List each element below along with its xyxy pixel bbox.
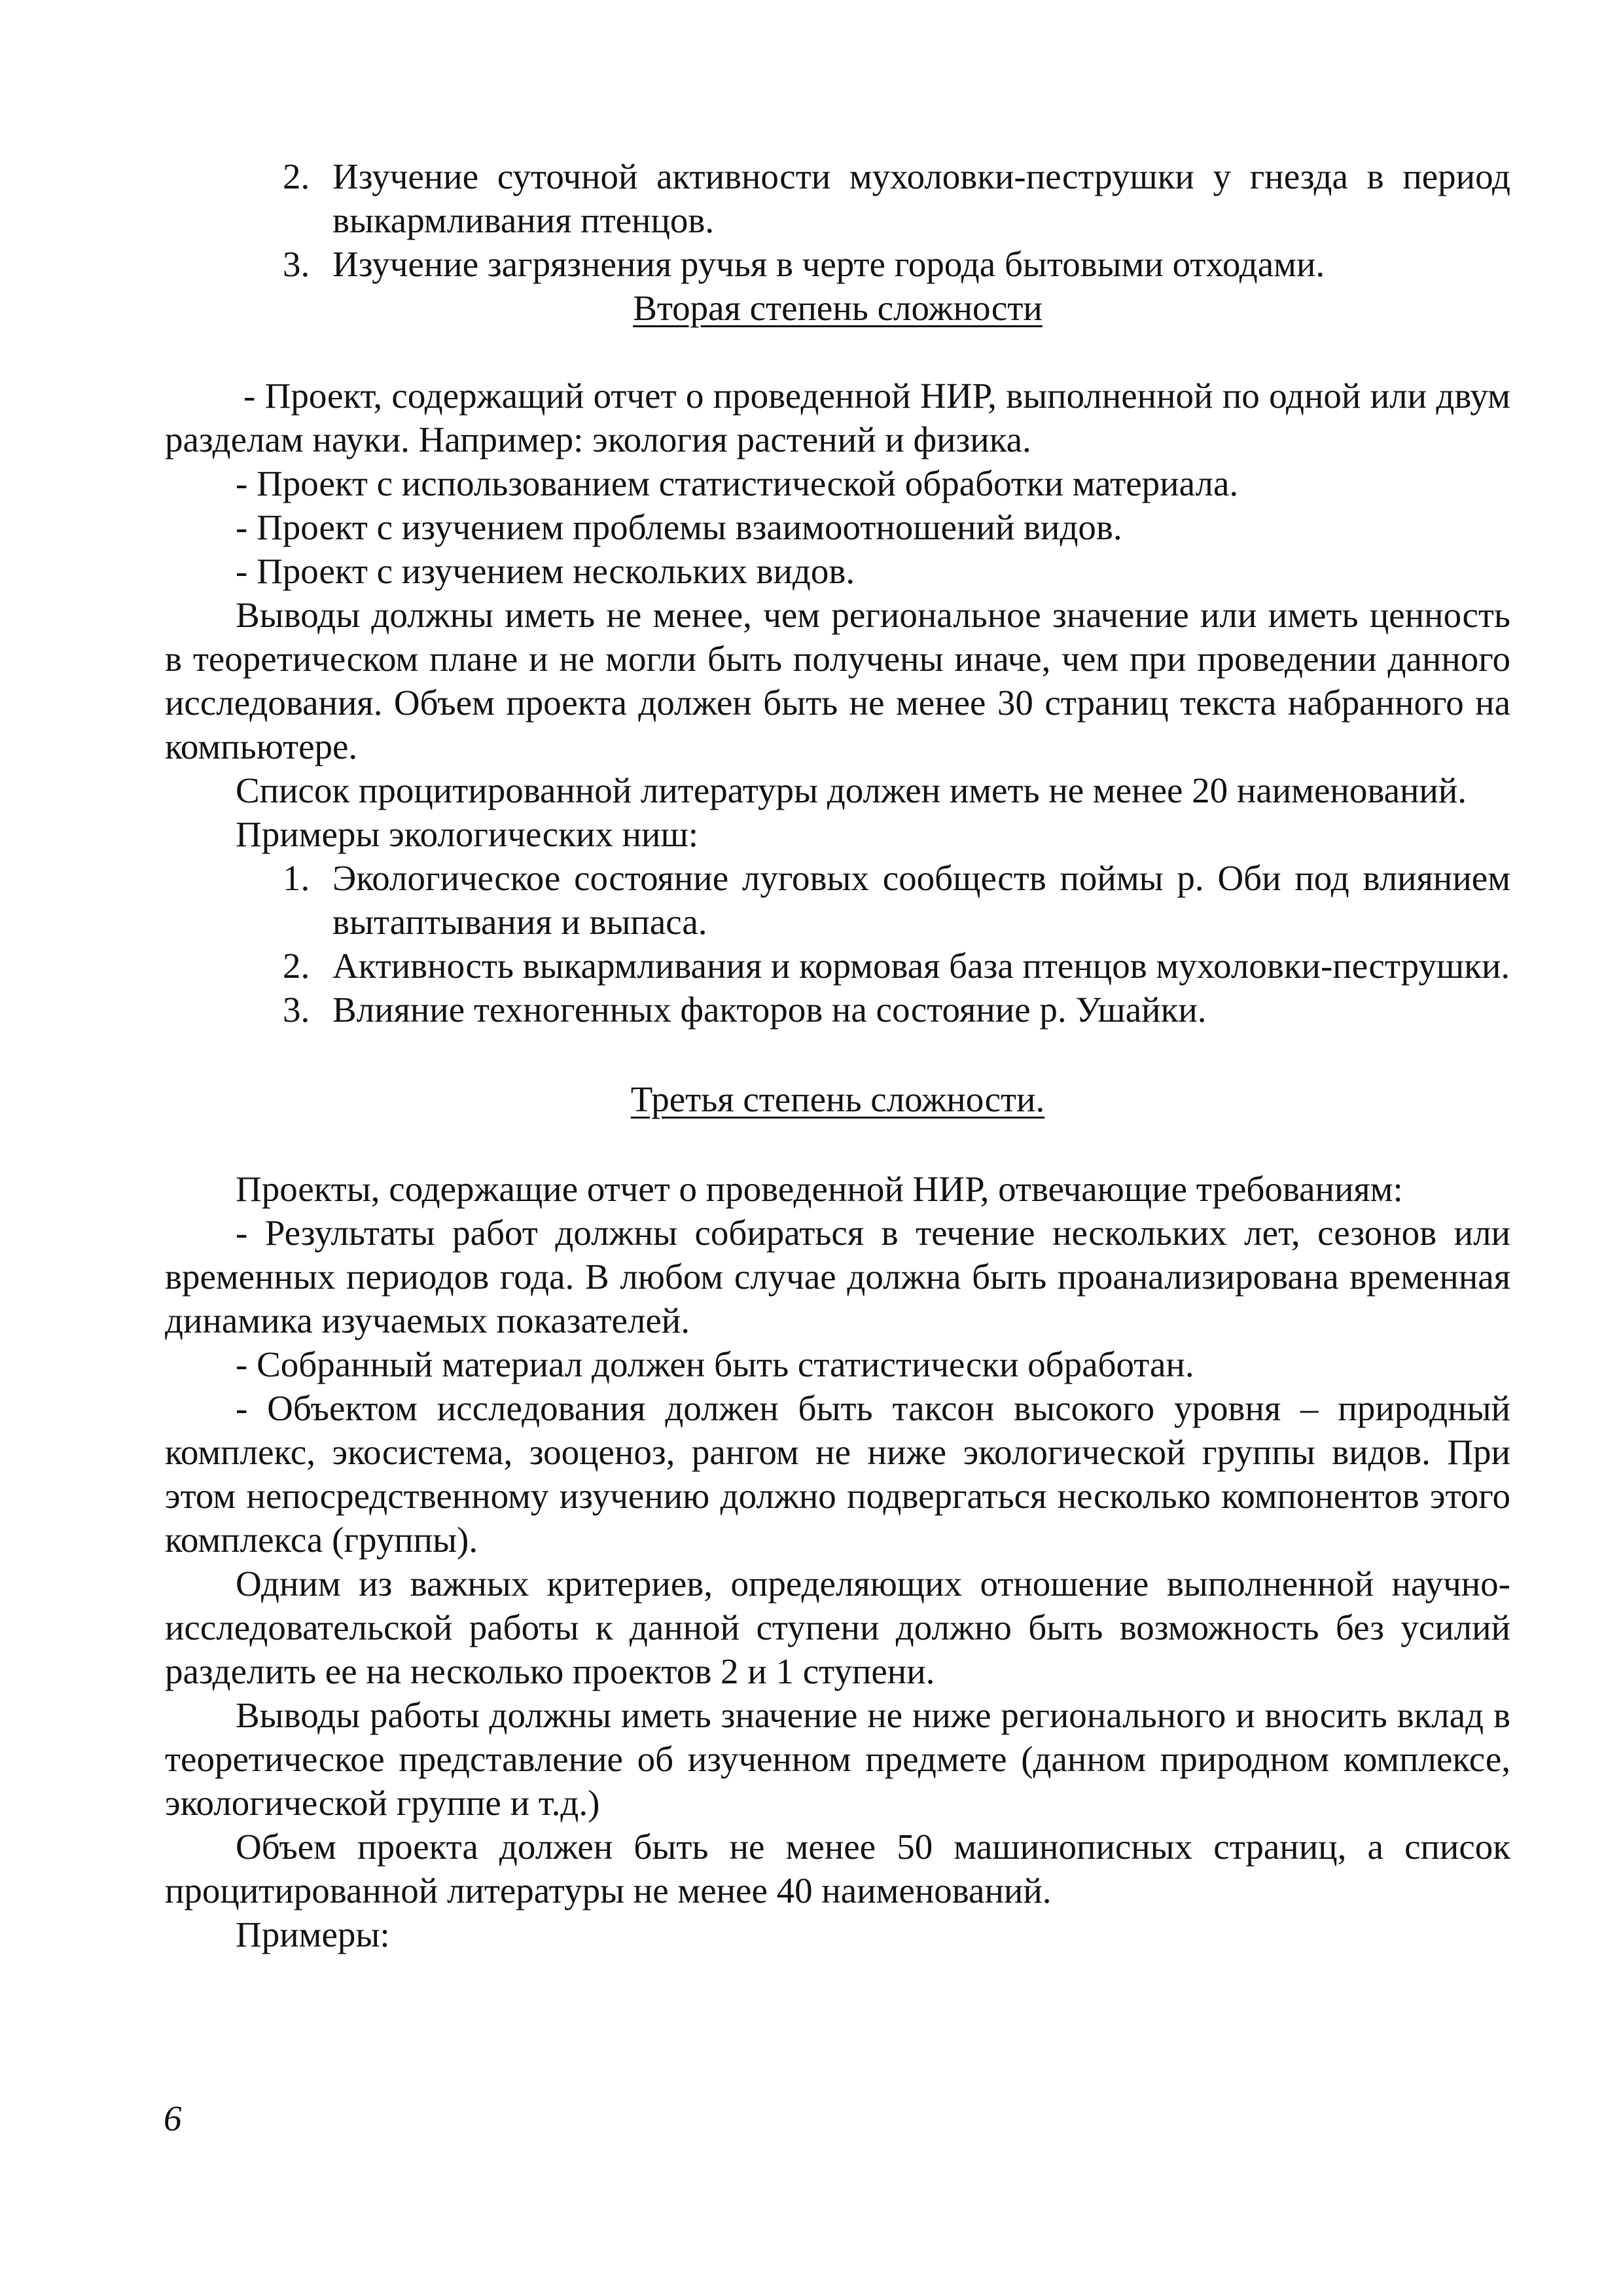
list-item — [165, 242, 1510, 286]
list-item — [165, 988, 1510, 1031]
paragraph: Выводы работы должны иметь значение не ниже регионального и вносить вклад в теоретическое представление об изученном предмете (данном природном комплексе, экологической группе и т.д.) — [165, 1695, 1510, 1823]
list-item — [165, 154, 1510, 242]
list-item-text: Изучение загрязнения ручья в черте города бытовыми отходами. — [332, 244, 1325, 284]
paragraph: - Проект с изучением проблемы взаимоотношений видов. — [236, 507, 1122, 547]
list-item — [165, 856, 1510, 944]
list-item-text: Изучение суточной активности мухоловки-пеструшки у гнезда в период выкармливания птенцов. — [332, 156, 1510, 240]
list-item-text: Экологическое состояние луговых сообществ поймы р. Оби под влиянием вытаптывания и выпаса. — [332, 858, 1510, 942]
list-item-number: 3. — [283, 990, 310, 1030]
spacer — [165, 330, 1510, 374]
list-item — [165, 944, 1510, 988]
list-item-text: Влияние техногенных факторов на состояние р. Ушайки. — [332, 990, 1207, 1030]
paragraph: Список процитированной литературы должен иметь не менее 20 наименований. — [236, 770, 1467, 810]
spacer — [165, 1031, 1510, 1077]
examples-numbered-list — [165, 856, 1510, 1031]
paragraph: Проекты, содержащие отчет о проведенной НИР, отвечающие требованиям: — [236, 1169, 1403, 1209]
list-item-number: 2. — [283, 946, 310, 986]
document-page — [165, 154, 1510, 1956]
paragraph: Примеры: — [236, 1914, 390, 1954]
paragraph: - Объектом исследования должен быть таксон высокого уровня – природный комплекс, экосистема, зооценоз, рангом не ниже экологической группы видов. При этом непосредственному изучению должно подвергаться несколько компонентов этого комплекса (группы). — [165, 1388, 1510, 1560]
paragraph: Объем проекта должен быть не менее 50 машинописных страниц, а список процитированной литературы не менее 40 наименований. — [165, 1827, 1510, 1910]
list-item-number: 2. — [283, 156, 310, 196]
paragraph: - Собранный материал должен быть статистически обработан. — [236, 1344, 1194, 1384]
spacer — [165, 1121, 1510, 1167]
paragraph: - Проект с изучением нескольких видов. — [236, 551, 855, 591]
page-number: 6 — [164, 2098, 182, 2138]
list-item-number: 3. — [283, 244, 310, 284]
paragraph: Одним из важных критериев, определяющих отношение выполненной научно-исследовательской работы к данной ступени должно быть возможность без усилий разделить ее на несколько проектов 2 и 1 ступени. — [165, 1564, 1510, 1691]
paragraph: - Результаты работ должны собираться в течение нескольких лет, сезонов или временных периодов года. В любом случае должна быть проанализирована временная динамика изучаемых показателей. — [165, 1213, 1510, 1340]
paragraph: - Проект с использованием статистической обработки материала. — [236, 463, 1239, 503]
section-heading-third-level: Третья степень сложности. — [630, 1079, 1045, 1119]
intro-numbered-list — [165, 154, 1510, 286]
list-item-number: 1. — [283, 858, 310, 898]
section-heading-second-level: Вторая степень сложности — [633, 288, 1043, 328]
paragraph: - Проект, содержащий отчет о проведенной НИР, выполненной по одной или двум разделам науки. Например: экология растений и физика. — [165, 376, 1510, 459]
list-item-text: Активность выкармливания и кормовая база птенцов мухоловки-пеструшки. — [332, 946, 1510, 986]
paragraph: Выводы должны иметь не менее, чем региональное значение или иметь ценность в теоретическом плане и не могли быть получены иначе, чем при проведении данного исследования. Объем проекта должен быть не менее 30 страниц текста набранного на компьютере. — [165, 595, 1510, 766]
paragraph: Примеры экологических ниш: — [236, 814, 699, 854]
